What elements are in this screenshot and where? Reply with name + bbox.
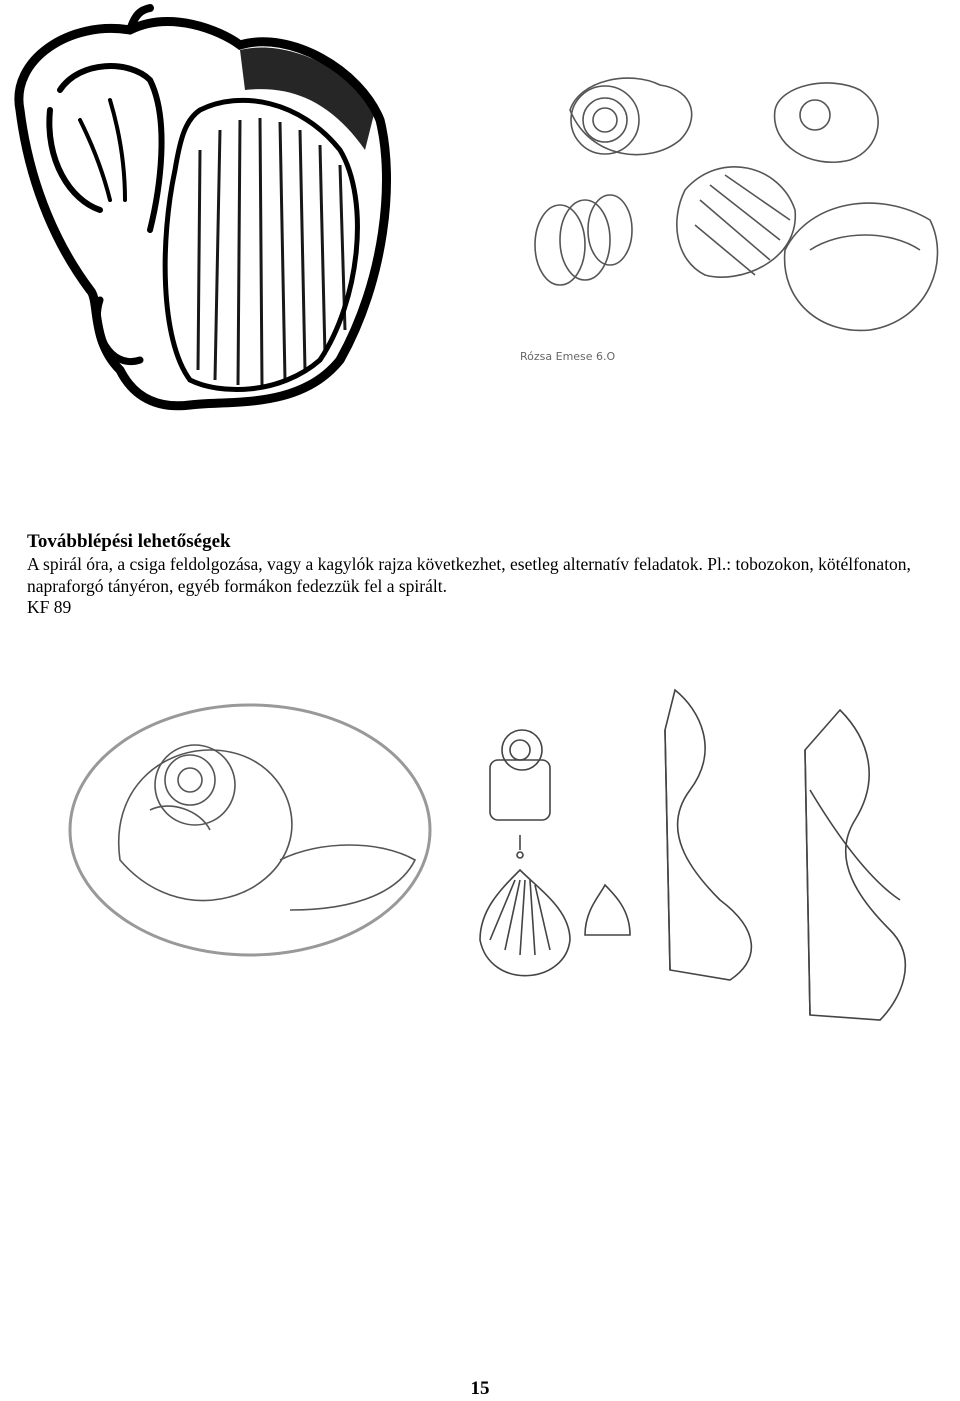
page-number: 15 [470, 1378, 490, 1399]
reference-code: KF 89 [27, 597, 72, 617]
section-heading: Továbblépési lehetőségek [27, 531, 231, 552]
snail-illustration [60, 690, 440, 970]
text-section [27, 530, 947, 619]
ink-shell-drawing [0, 0, 395, 420]
spiral-forms-illustration [460, 670, 960, 1040]
pencil-spiral-forms-sketch [460, 670, 960, 1040]
shells-illustration [510, 60, 960, 380]
section-paragraph: A spirál óra, a csiga feldolgozása, vagy a kagylók rajza következhet, esetleg alternatív feladatok. Pl.: tobozokon, kötélfonaton, napraforgó tányéron, egyéb formákon fedezzük fel a spirált. [27, 554, 911, 596]
ink-shell-illustration [0, 0, 395, 420]
signature: Rózsa Emese 6.O [520, 350, 616, 363]
pencil-shells-sketch [510, 60, 960, 380]
pencil-snail-sketch [60, 690, 440, 970]
